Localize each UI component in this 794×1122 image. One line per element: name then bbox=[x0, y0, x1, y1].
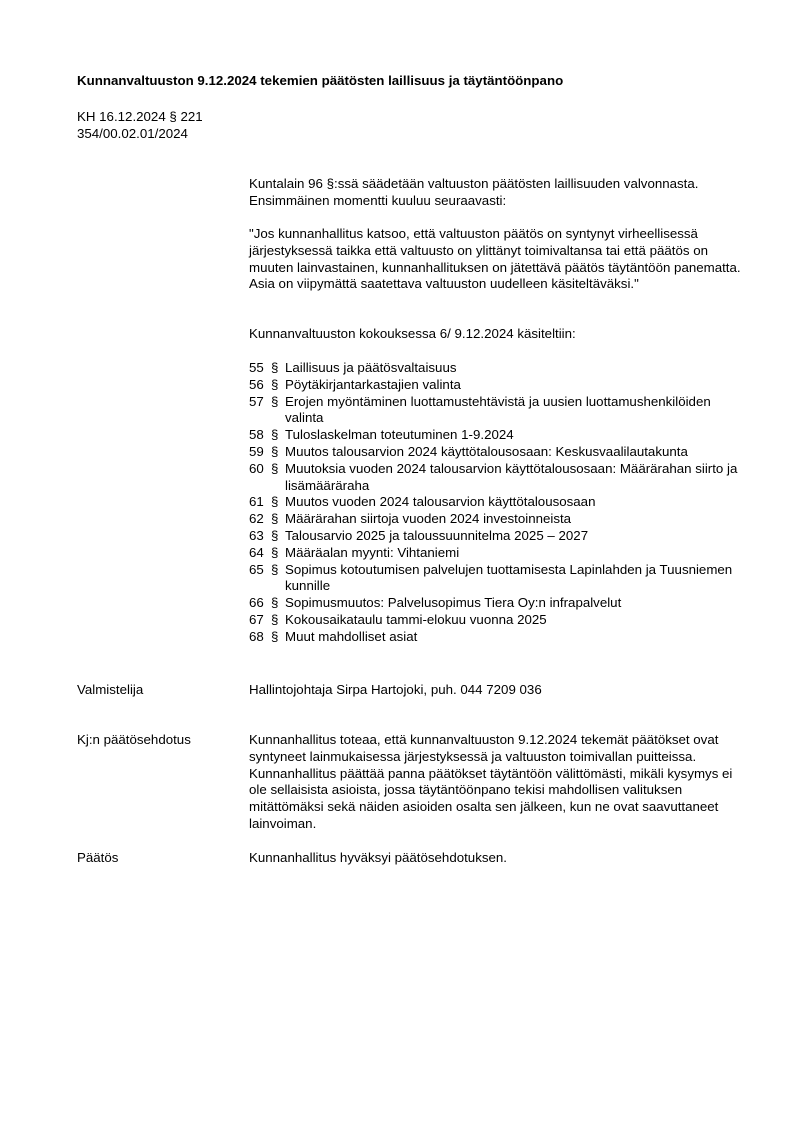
list-item: 66 § Sopimusmuutos: Palvelusopimus Tiera Oy:n infrapalvelut bbox=[249, 595, 622, 611]
decision-text: Kunnanhallitus hyväksyi päätösehdotuksen. bbox=[249, 850, 507, 865]
list-item: 59 § Muutos talousarvion 2024 käyttötalousosaan: Keskusvaalilautakunta bbox=[249, 443, 688, 459]
meeting-paragraph: Kunnanvaltuuston kokouksessa 6/ 9.12.2024 käsiteltiin: bbox=[249, 326, 576, 341]
list-item: 62 § Määrärahan siirtoja vuoden 2024 investoinneista bbox=[249, 511, 572, 527]
list-item: 65 § Sopimus kotoutumisen palvelujen tuottamisesta Lapinlahden ja Tuusniemen kunnille bbox=[249, 561, 733, 594]
list-item: 67 § Kokousaikataulu tammi-elokuu vuonna 2025 bbox=[249, 611, 547, 627]
list-item: 58 § Tuloslaskelman toteutuminen 1-9.2024 bbox=[249, 427, 514, 443]
proposal-label: Kj:n päätösehdotus bbox=[77, 732, 191, 747]
list-item: 57 § Erojen myöntäminen luottamustehtävistä ja uusien luottamushenkilöiden valinta bbox=[249, 393, 711, 426]
preparer-text: Hallintojohtaja Sirpa Hartojoki, puh. 044 7209 036 bbox=[249, 682, 542, 697]
list-item: 55 § Laillisuus ja päätösvaltaisuus bbox=[249, 360, 457, 375]
list-item: 61 § Muutos vuoden 2024 talousarvion käyttötalousosaan bbox=[249, 494, 596, 510]
document-title: Kunnanvaltuuston 9.12.2024 tekemien päätösten laillisuus ja täytäntöönpano bbox=[77, 73, 564, 88]
list-item: 64 § Määräalan myynti: Vihtaniemi bbox=[249, 544, 460, 560]
list-item: 68 § Muut mahdolliset asiat bbox=[249, 628, 418, 644]
decision-label: Päätös bbox=[77, 850, 119, 865]
list-item: 63 § Talousarvio 2025 ja taloussuunnitelma 2025 – 2027 bbox=[249, 527, 589, 543]
agenda-list bbox=[249, 360, 749, 646]
intro-paragraph: Kuntalain 96 §:ssä säädetään valtuuston päätösten laillisuuden valvonnasta. Ensimmäinen momentti kuuluu seuraavasti: bbox=[249, 176, 699, 208]
list-item: 60 § Muutoksia vuoden 2024 talousarvion käyttötalousosaan: Määrärahan siirto ja lisämääräraha bbox=[249, 460, 738, 493]
meeting-reference: KH 16.12.2024 § 221 bbox=[77, 109, 203, 124]
law-quote: "Jos kunnanhallitus katsoo, että valtuuston päätös on syntynyt virheellisessä järjestyksessä taikka että valtuusto on ylittänyt toimivaltansa tai että päätös on muuten lainvastainen, kunnanhallituksen on jätettävä päätös täytäntöön panematta. Asia on viipymättä saatettava valtuuston uudelleen käsiteltäväksi." bbox=[249, 226, 741, 292]
list-item: 56 § Pöytäkirjantarkastajien valinta bbox=[249, 376, 461, 392]
document-meta bbox=[77, 109, 203, 143]
preparer-label: Valmistelija bbox=[77, 682, 144, 697]
proposal-text: Kunnanhallitus toteaa, että kunnanvaltuuston 9.12.2024 tekemät päätökset ovat syntyneet lainmukaisessa järjestyksessä ja valtuuston toimivallan puitteissa. Kunnanhallitus päättää panna päätökset täytäntöön välittömästi, mikäli kysymys ei ole sellaisista asioista, jossa täytäntöönpano tekisi mahdollisen valituksen mitättömäksi sekä näiden asioiden osalta sen jälkeen, kun ne ovat saavuttaneet lainvoiman. bbox=[249, 732, 733, 831]
case-number: 354/00.02.01/2024 bbox=[77, 125, 188, 141]
